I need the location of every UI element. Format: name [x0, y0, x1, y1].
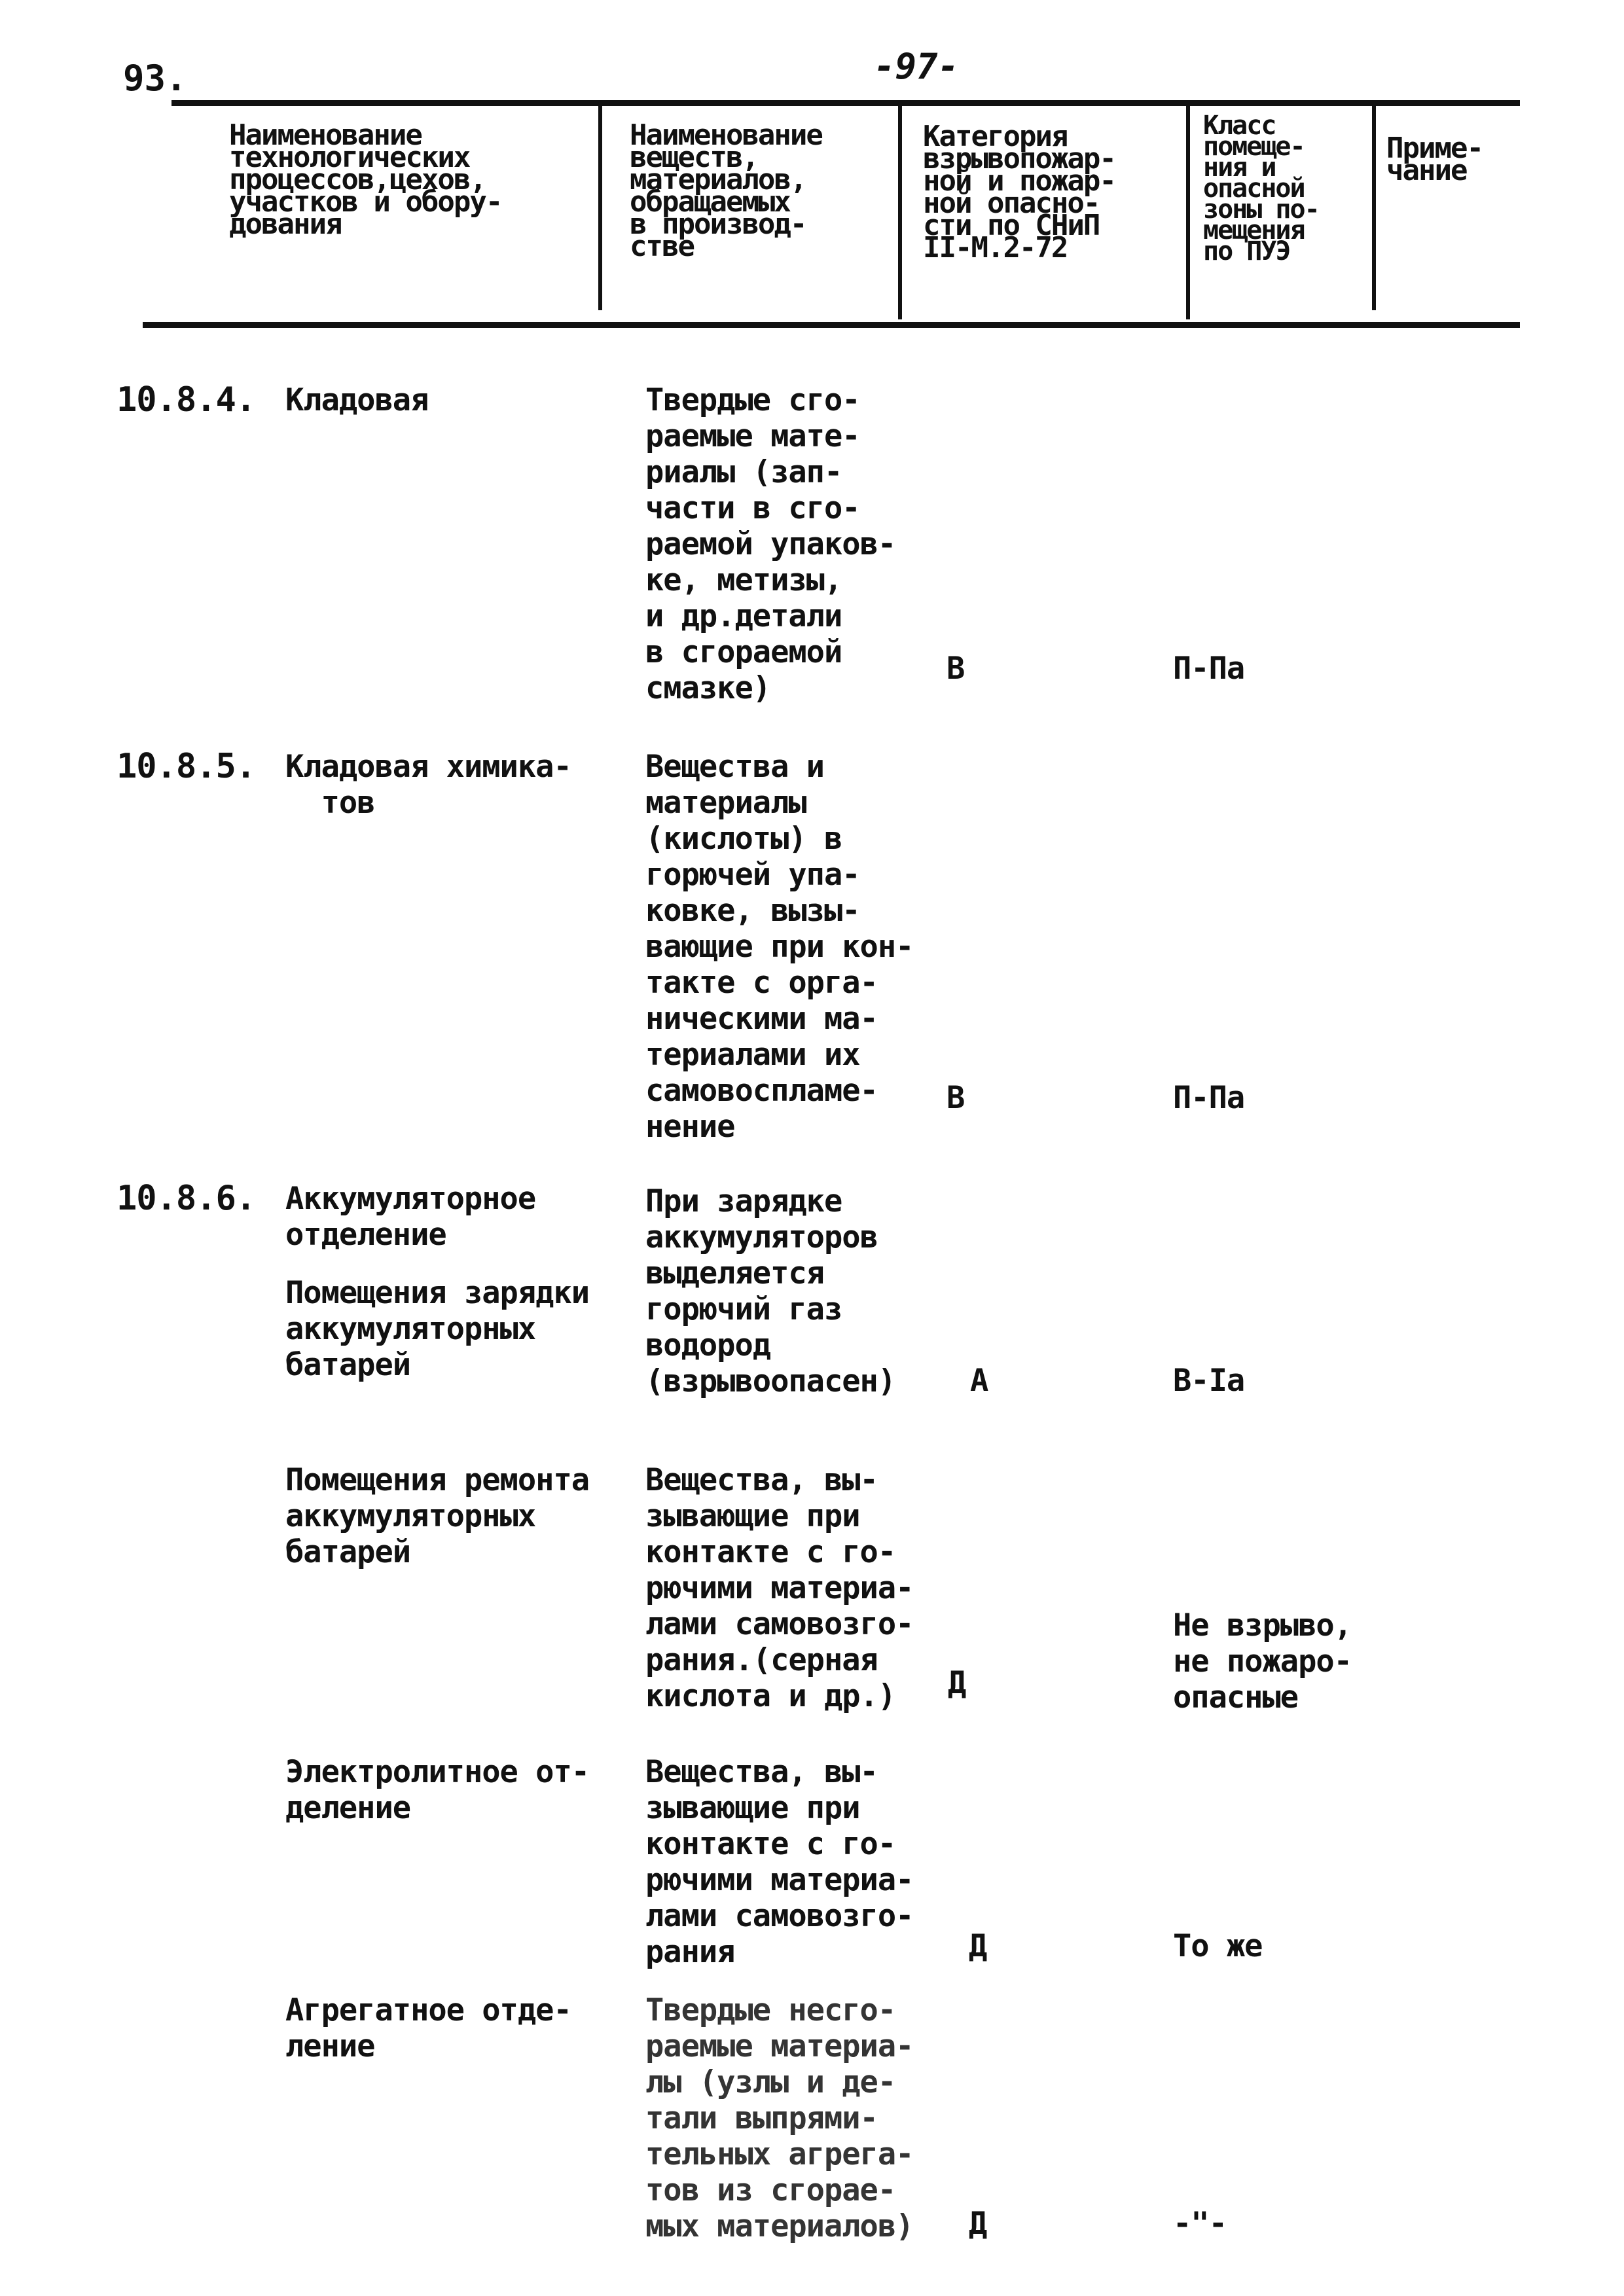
page-number-left: 93.	[123, 58, 187, 99]
row-substance: Вещества и материалы (кислоты) в горючей упа- ковке, вызы- вающие при кон- такте с орга- ническими ма- териалами их самовоспламе- нение	[645, 749, 914, 1145]
row-number: 10.8.5.	[117, 747, 256, 786]
row-class: В-Iа	[1173, 1363, 1245, 1399]
row-number: 10.8.6.	[117, 1179, 256, 1218]
row-name: Кладовая химика- тов	[285, 749, 571, 821]
row-name: Электролитное от- деление	[285, 1754, 590, 1826]
row-substance: Твердые сго- раемые мате- риалы (зап- части в сго- раемой упаков- ке, метизы, и др.детали в сгораемой смазке)	[645, 382, 896, 706]
header-col-class: Класс помеще- ния и опасной зоны по- мещения по ПУЭ	[1203, 111, 1319, 266]
row-category: Д	[948, 1665, 966, 1701]
header-top-rule	[171, 100, 1520, 106]
row-name: Агрегатное отде- ление	[285, 1992, 571, 2064]
header-divider-1	[598, 106, 602, 310]
row-name: Помещения ремонта аккумуляторных батарей	[285, 1462, 590, 1570]
row-class: П-Па	[1173, 651, 1245, 687]
header-col-category: Категория взрывопожар- ной и пожар- ной опасно- сти по СНиП II-М.2-72	[923, 120, 1115, 264]
page-number-center: -97-	[874, 46, 960, 87]
row-number: 10.8.4.	[117, 380, 256, 420]
header-col-process: Наименование технологических процессов,цехов, участков и обору- дования	[229, 118, 502, 241]
row-substance: Вещества, вы- зывающие при контакте с го- рючими материа- лами самовозго- рания	[645, 1754, 914, 1970]
row-substance: При зарядке аккумуляторов выделяется горючий газ водород (взрывоопасен)	[645, 1183, 896, 1399]
row-name: Кладовая	[285, 382, 429, 418]
row-substance: Твердые несго- раемые материа- лы (узлы и де- тали выпрями- тельных агрега- тов из сгорае- мых материалов)	[645, 1992, 914, 2244]
row-category: В	[947, 651, 965, 687]
header-col-note: Приме- чание	[1386, 132, 1483, 187]
header-divider-2	[898, 106, 902, 319]
row-class: П-Па	[1173, 1080, 1245, 1116]
row-name: Помещения зарядки аккумуляторных батарей	[285, 1275, 590, 1383]
row-category: Д	[969, 1928, 987, 1964]
row-substance: Вещества, вы- зывающие при контакте с го- рючими материа- лами самовозго- рания.(серная кислота и др.)	[645, 1462, 914, 1714]
header-col-substance: Наименование веществ, материалов, обращаемых в производ- стве	[630, 118, 822, 263]
header-bottom-rule	[143, 322, 1520, 328]
row-category: А	[970, 1363, 988, 1399]
row-class: То же	[1173, 1928, 1263, 1964]
header-divider-3	[1186, 106, 1190, 319]
row-category: В	[947, 1080, 965, 1116]
row-class: -"-	[1173, 2206, 1227, 2242]
row-category: Д	[969, 2206, 987, 2242]
row-class: Не взрыво, не пожаро- опасные	[1173, 1607, 1352, 1715]
row-name: Аккумуляторное отделение	[285, 1181, 536, 1253]
header-divider-4	[1372, 106, 1376, 310]
